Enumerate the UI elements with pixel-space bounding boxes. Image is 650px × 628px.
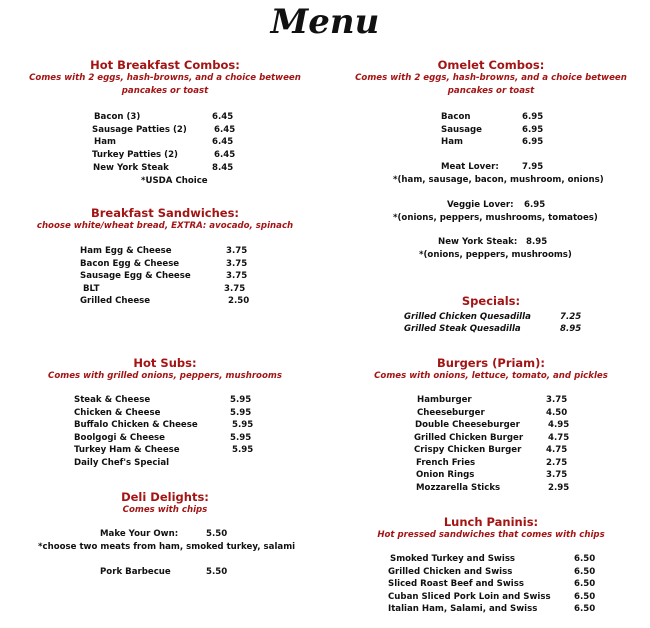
menu-item-name: Steak & Cheese (74, 395, 151, 405)
section-title: Specials: (461, 294, 521, 308)
menu-item-name: Bacon (441, 112, 471, 122)
section-note: *(onions, peppers, mushrooms) (419, 250, 572, 260)
menu-item-price: 6.50 (574, 554, 596, 564)
menu-item-price: 3.75 (224, 284, 246, 294)
menu-item-name: Italian Ham, Salami, and Swiss (388, 604, 538, 614)
section-title: Breakfast Sandwiches: (90, 206, 240, 220)
menu-item-price: 4.95 (548, 420, 570, 430)
menu-item-price: 6.95 (522, 112, 544, 122)
menu-item-name: French Fries (416, 458, 476, 468)
menu-item-price: 5.95 (232, 420, 254, 430)
menu-item-price: 8.95 (526, 237, 548, 247)
menu-item-name: Sausage Egg & Cheese (80, 271, 191, 281)
section-title: Lunch Paninis: (443, 515, 539, 529)
menu-item-name: Ham Egg & Cheese (80, 246, 172, 256)
menu-item-name: Sausage Patties (2) (92, 125, 187, 135)
menu-item-price: 8.45 (212, 163, 234, 173)
section-title: Hot Subs: (133, 356, 197, 370)
section-subtitle: choose white/wheat bread, EXTRA: avocado, spinach (36, 221, 294, 231)
menu-item-price: 3.75 (226, 271, 248, 281)
menu-item-price: 5.95 (230, 433, 252, 443)
menu-item-price: 7.25 (560, 312, 582, 322)
menu-item-name: Hamburger (417, 395, 472, 405)
section-note: *(onions, peppers, mushrooms, tomatoes) (393, 213, 598, 223)
section-subtitle: Comes with grilled onions, peppers, mushrooms (48, 371, 282, 381)
menu-item-name: Ham (94, 137, 116, 147)
menu-item-price: 3.75 (226, 246, 248, 256)
menu-item-name: Smoked Turkey and Swiss (390, 554, 516, 564)
section-title: Hot Breakfast Combos: (90, 58, 240, 72)
menu-item-name: Buffalo Chicken & Cheese (74, 420, 198, 430)
menu-item-price: 6.95 (522, 137, 544, 147)
menu-item-name: Chicken & Cheese (74, 408, 161, 418)
menu-item-price: 6.95 (524, 200, 546, 210)
section-note: *choose two meats from ham, smoked turkey, salami (38, 542, 296, 552)
menu-item-name: Daily Chef's Special (74, 458, 170, 468)
menu-item-name: Grilled Chicken and Swiss (388, 567, 513, 577)
menu-item-price: 6.45 (214, 125, 236, 135)
section-subtitle: Comes with onions, lettuce, tomato, and pickles (374, 371, 608, 381)
menu-item-name: Cheeseburger (417, 408, 485, 418)
menu-item-price: 7.95 (522, 162, 544, 172)
section-subtitle: Comes with chips (122, 505, 208, 515)
menu-item-name: Boolgogi & Cheese (74, 433, 165, 443)
menu-item-name: New York Steak (93, 163, 169, 173)
menu-item-price: 3.75 (226, 259, 248, 269)
menu-item-name: Sliced Roast Beef and Swiss (388, 579, 524, 589)
menu-item-name: Bacon (3) (94, 112, 141, 122)
menu-item-price: 4.75 (546, 445, 568, 455)
menu-item-name: Onion Rings (416, 470, 475, 480)
section-subtitle: Comes with 2 eggs, hash-browns, and a choice between pancakes or toast (355, 73, 627, 96)
menu-item-name: Double Cheeseburger (415, 420, 520, 430)
menu-item-name: Mozzarella Sticks (416, 483, 501, 493)
menu-item-name: Cuban Sliced Pork Loin and Swiss (388, 592, 551, 602)
menu-item-name: BLT (83, 284, 100, 294)
menu-item-name: Grilled Cheese (80, 296, 151, 306)
menu-item-price: 2.75 (546, 458, 568, 468)
menu-item-price: 5.95 (232, 445, 254, 455)
menu-item-name: Crispy Chicken Burger (414, 445, 522, 455)
menu-item-price: 6.50 (574, 567, 596, 577)
menu-item-price: 6.45 (214, 150, 236, 160)
menu-item-name: Meat Lover: (441, 162, 499, 172)
section-title: Omelet Combos: (437, 58, 545, 72)
menu-item-price: 2.95 (548, 483, 570, 493)
menu-item-name: New York Steak: (438, 237, 518, 247)
menu-item-name: Pork Barbecue (100, 567, 171, 577)
menu-item-price: 6.45 (212, 112, 234, 122)
menu-item-price: 3.75 (546, 395, 568, 405)
menu-item-name: Make Your Own: (100, 529, 179, 539)
menu-item-price: 5.50 (206, 529, 228, 539)
section-title: Burgers (Priam): (436, 356, 546, 370)
section-note: *USDA Choice (141, 176, 208, 186)
menu-item-name: Turkey Patties (2) (92, 150, 178, 160)
menu-item-price: 6.45 (212, 137, 234, 147)
page-title: Menu (270, 2, 380, 42)
menu-item-price: 3.75 (546, 470, 568, 480)
menu-item-price: 6.50 (574, 604, 596, 614)
menu-item-price: 5.95 (230, 408, 252, 418)
menu-item-name: Ham (441, 137, 463, 147)
menu-item-price: 6.95 (522, 125, 544, 135)
menu-item-name: Turkey Ham & Cheese (74, 445, 180, 455)
menu-item-name: Bacon Egg & Cheese (80, 259, 180, 269)
menu-item-name: Veggie Lover: (447, 200, 514, 210)
menu-item-price: 4.75 (548, 433, 570, 443)
menu-item-price: 8.95 (560, 324, 582, 334)
section-note: *(ham, sausage, bacon, mushroom, onions) (393, 175, 604, 185)
menu-item-name: Grilled Chicken Quesadilla (404, 312, 531, 322)
section-subtitle: Comes with 2 eggs, hash-browns, and a choice between pancakes or toast (29, 73, 301, 96)
menu-item-name: Sausage (441, 125, 483, 135)
menu-item-price: 5.95 (230, 395, 252, 405)
section-title: Deli Delights: (121, 490, 209, 504)
menu-item-price: 2.50 (228, 296, 250, 306)
menu-item-price: 4.50 (546, 408, 568, 418)
menu-item-name: Grilled Steak Quesadilla (404, 324, 521, 334)
section-subtitle: Hot pressed sandwiches that comes with chips (377, 530, 605, 540)
menu-item-price: 6.50 (574, 592, 596, 602)
menu-item-name: Grilled Chicken Burger (414, 433, 524, 443)
menu-item-price: 6.50 (574, 579, 596, 589)
menu-item-price: 5.50 (206, 567, 228, 577)
